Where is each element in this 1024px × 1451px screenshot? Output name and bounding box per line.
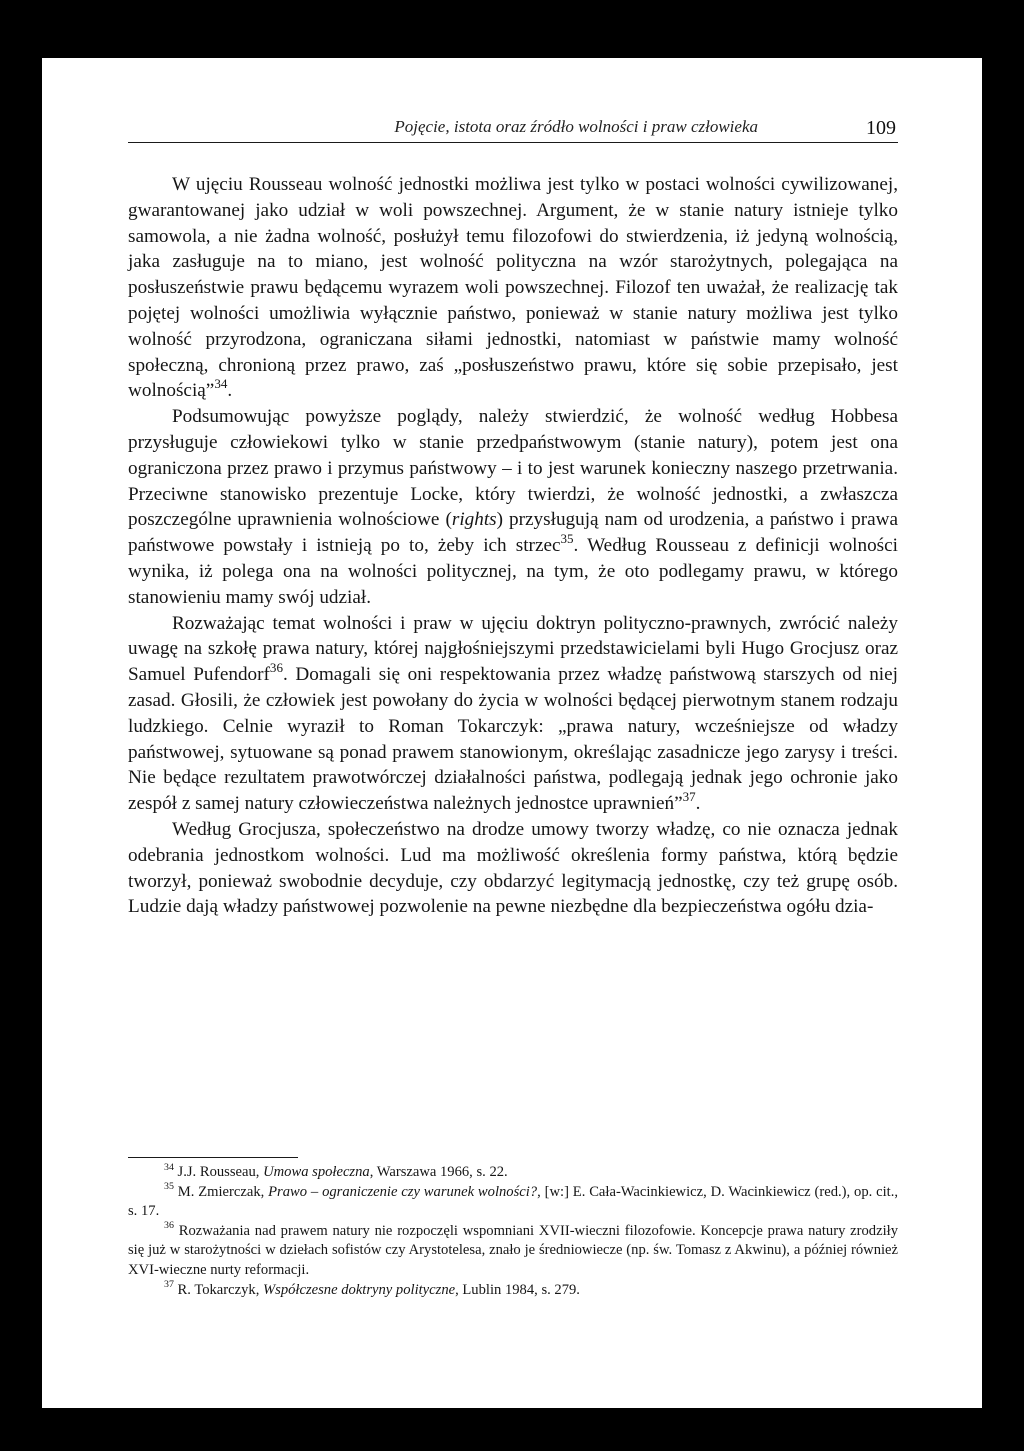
footnote <box>128 1163 898 1183</box>
page-number: 109 <box>866 117 896 139</box>
text-run: , [w:] E. Cała-Wacinkiewicz, D. Wacinkiewicz (red.), op. cit., s. 17. <box>128 1183 898 1220</box>
footnote <box>128 1281 898 1301</box>
text-run: . <box>227 380 233 402</box>
text-run: . <box>695 793 701 815</box>
page-header <box>128 118 898 143</box>
paragraph <box>128 611 898 817</box>
footnote-separator <box>128 1157 298 1158</box>
footnote-ref: 37 <box>164 1279 174 1291</box>
italic-text: Umowa społeczna <box>263 1164 370 1180</box>
text-run: R. Tokarczyk, <box>173 1281 263 1298</box>
italic-text: Współczesne doktryny polityczne <box>263 1281 456 1298</box>
body-text <box>128 172 898 920</box>
text-run: Rozważając temat wolności i praw w ujęciu doktryn polityczno-prawnych, zwrócić należy uwagę na szkołę prawa natury, której najgłośniejszymi przedstawicielami byli Hugo Grocjusz oraz Samuel Pufendorf <box>128 612 898 686</box>
footnote-ref: 36 <box>269 660 283 676</box>
footnote-ref: 36 <box>164 1220 174 1232</box>
text-run: ) przysługują nam od urodzenia, a państwo i prawa państwowe powstały i istnieją po to, żeby ich strzec <box>128 509 898 557</box>
footnote-ref: 37 <box>682 789 696 805</box>
text-run: M. Zmierczak, <box>173 1183 269 1200</box>
text-run: W ujęciu Rousseau wolność jednostki możliwa jest tylko w postaci wolności cywilizowanej, gwarantowanej jako udział w woli powszechnej. Argument, że w stanie natury istnieje tylko samowola, a nie żadna wolność, posłużył temu filozofowi do stwierdzenia, iż jedyną wolnością, jaka zasługuje na to miano, jest wolność polityczna na wzór starożytnych, polegająca na posłuszeństwie prawu będącemu wyrazem woli powszechnej. Filozof ten uważał, że realizację tak pojętej wolności umożliwia wyłącznie państwo, ponieważ w stanie natury możliwa jest tylko wolność przyrodzona, ograniczana siłami jednostki, natomiast w państwie mamy wolność społeczną, chronioną przez prawo, zaś „posłuszeństwo prawu, które się sobie przepisało, jest wolnością” <box>128 174 898 402</box>
footnote-ref: 35 <box>164 1181 174 1193</box>
footnote <box>128 1222 898 1281</box>
footnotes <box>128 1163 898 1300</box>
text-run: Rozważania nad prawem natury nie rozpoczęli wspomniani XVII-wieczni filozofowie. Koncepcje prawa natury zrodziły się już w starożytności w dziełach sofistów czy Arystotelesa, znało je średniowiecze (np. św. Tomasz z Akwinu), a później również XVI-wieczne nurty reformacji. <box>128 1222 898 1278</box>
footnote-ref: 34 <box>164 1161 174 1173</box>
italic-text: rights <box>451 509 497 531</box>
footnote-ref: 34 <box>214 376 228 392</box>
footnote <box>128 1183 898 1222</box>
text-run: . Według Rousseau z definicji wolności wynika, iż polega ona na wolności politycznej, na tym, że oto podlegamy prawu, w którego stanowieniu mamy swój udział. <box>128 535 898 608</box>
paragraph <box>128 172 898 404</box>
footnote-ref: 35 <box>560 531 574 547</box>
running-title: Pojęcie, istota oraz źródło wolności i praw człowieka <box>394 117 758 136</box>
italic-text: Prawo – ograniczenie czy warunek wolności? <box>268 1183 538 1200</box>
text-run: , Lublin 1984, s. 279. <box>455 1281 580 1298</box>
text-run: Podsumowując powyższe poglądy, należy stwierdzić, że wolność według Hobbesa przysługuje człowiekowi tylko w stanie przedpaństwowym (stanie natury), potem jest ona ograniczona przez prawo i przymus państwowy – i to jest warunek konieczny naszego przetrwania. Przeciwne stanowisko prezentuje Locke, który twierdzi, że wolność jednostki, a zwłaszcza poszczególne uprawnienia wolnościowe ( <box>128 406 898 531</box>
text-run: Według Grocjusza, społeczeństwo na drodze umowy tworzy władzę, co nie oznacza jednak odebrania jednostkom wolności. Lud ma możliwość określenia formy państwa, którą będzie tworzył, ponieważ swobodnie decyduje, czy obdarzyć legitymacją jednostkę, czy też grupę osób. Ludzie dają władzy państwowej pozwolenie na pewne niezbędne dla bezpieczeństwa ogółu dzia- <box>128 818 898 918</box>
text-run: , Warszawa 1966, s. 22. <box>369 1164 508 1180</box>
paragraph <box>128 404 898 610</box>
text-run: J.J. Rousseau, <box>173 1164 264 1180</box>
paragraph <box>128 817 898 920</box>
text-run: . Domagali się oni respektowania przez władzę państwową starszych od niej zasad. Głosili, że człowiek jest powołany do życia w wolności będącej pierwotnym stanem rodzaju ludzkiego. Celnie wyraził to Roman Tokarczyk: „prawa natury, wcześniejsze od władzy państwowej, sytuowane są ponad prawem stanowionym, określając zasadnicze jego zarysy i treści. Nie będące rezultatem prawotwórczej działalności państwa, podlegają jednak jego ochronie jako zespół z samej natury człowieczeństwa należnych jednostce uprawnień” <box>128 664 898 815</box>
